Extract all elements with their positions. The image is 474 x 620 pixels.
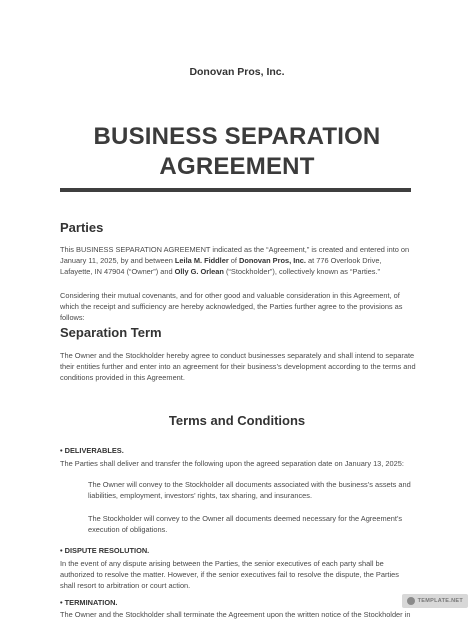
text-run: This BUSINESS SEPARATION AGREEMENT indicated as the “Agreement,” is created and entered into on January 11, 2025, by and between <box>60 245 410 265</box>
text-run: at 776 Overlook Drive, Lafayette, IN 47904 (“Owner”) and <box>60 256 382 276</box>
document-title <box>0 122 474 182</box>
termination-label: • TERMINATION. <box>60 598 118 607</box>
title-divider <box>60 188 411 192</box>
owner-name: Leila M. Fiddler <box>174 256 229 265</box>
parties-paragraph-2: Considering their mutual covenants, and for other good and valuable consideration in this Agreement, of which the receipt and sufficiency are hereby acknowledged, the Parties further agree to the provisions as follows: <box>60 291 403 322</box>
title-line-2: AGREEMENT <box>159 153 315 180</box>
deliverables-label: • DELIVERABLES. <box>60 446 124 455</box>
text-run: (“Stockholder”), collectively known as “Parties.” <box>223 267 380 276</box>
separation-term-heading: Separation Term <box>60 325 162 340</box>
dispute-resolution-paragraph: In the event of any dispute arising between the Parties, the senior executives of each party shall be authorized to resolve the matter. However, if the senior executives fail to resolve the dispute, the Parties shall resort to arbitration or court action. <box>60 559 399 590</box>
parties-paragraph-1 <box>60 244 416 277</box>
deliverables-item-1: The Owner will convey to the Stockholder all documents associated with the business’s assets and liabilities, employment, investors’ rights, tax sharing, and insurances. <box>88 480 411 500</box>
deliverables-paragraph: The Parties shall deliver and transfer the following upon the agreed separation date on January 13, 2025: <box>60 459 404 468</box>
owner-company: Donovan Pros, Inc. <box>239 256 306 265</box>
text-run: of <box>228 256 239 265</box>
deliverables-item-2: The Stockholder will convey to the Owner all documents deemed necessary for the Agreement’s execution of obligations. <box>88 514 403 534</box>
stockholder-name: Olly G. Orlean <box>174 267 224 276</box>
dispute-resolution-label: • DISPUTE RESOLUTION. <box>60 546 150 555</box>
template-watermark <box>402 594 468 608</box>
termination-paragraph: The Owner and the Stockholder shall terminate the Agreement upon the written notice of the Stockholder in <box>60 610 411 619</box>
title-line-1: BUSINESS SEPARATION <box>93 123 381 150</box>
terms-heading: Terms and Conditions <box>168 413 306 428</box>
watermark-text: TEMPLATE.NET <box>417 598 463 604</box>
parties-heading: Parties <box>60 220 104 235</box>
template-logo-icon <box>407 597 415 605</box>
separation-term-paragraph: The Owner and the Stockholder hereby agree to conduct businesses separately and shall intend to separate their entities further and enter into an agreement for their business’s development according to the terms and conditions provided in this Agreement. <box>60 351 416 382</box>
company-name: Donovan Pros, Inc. <box>189 66 285 78</box>
